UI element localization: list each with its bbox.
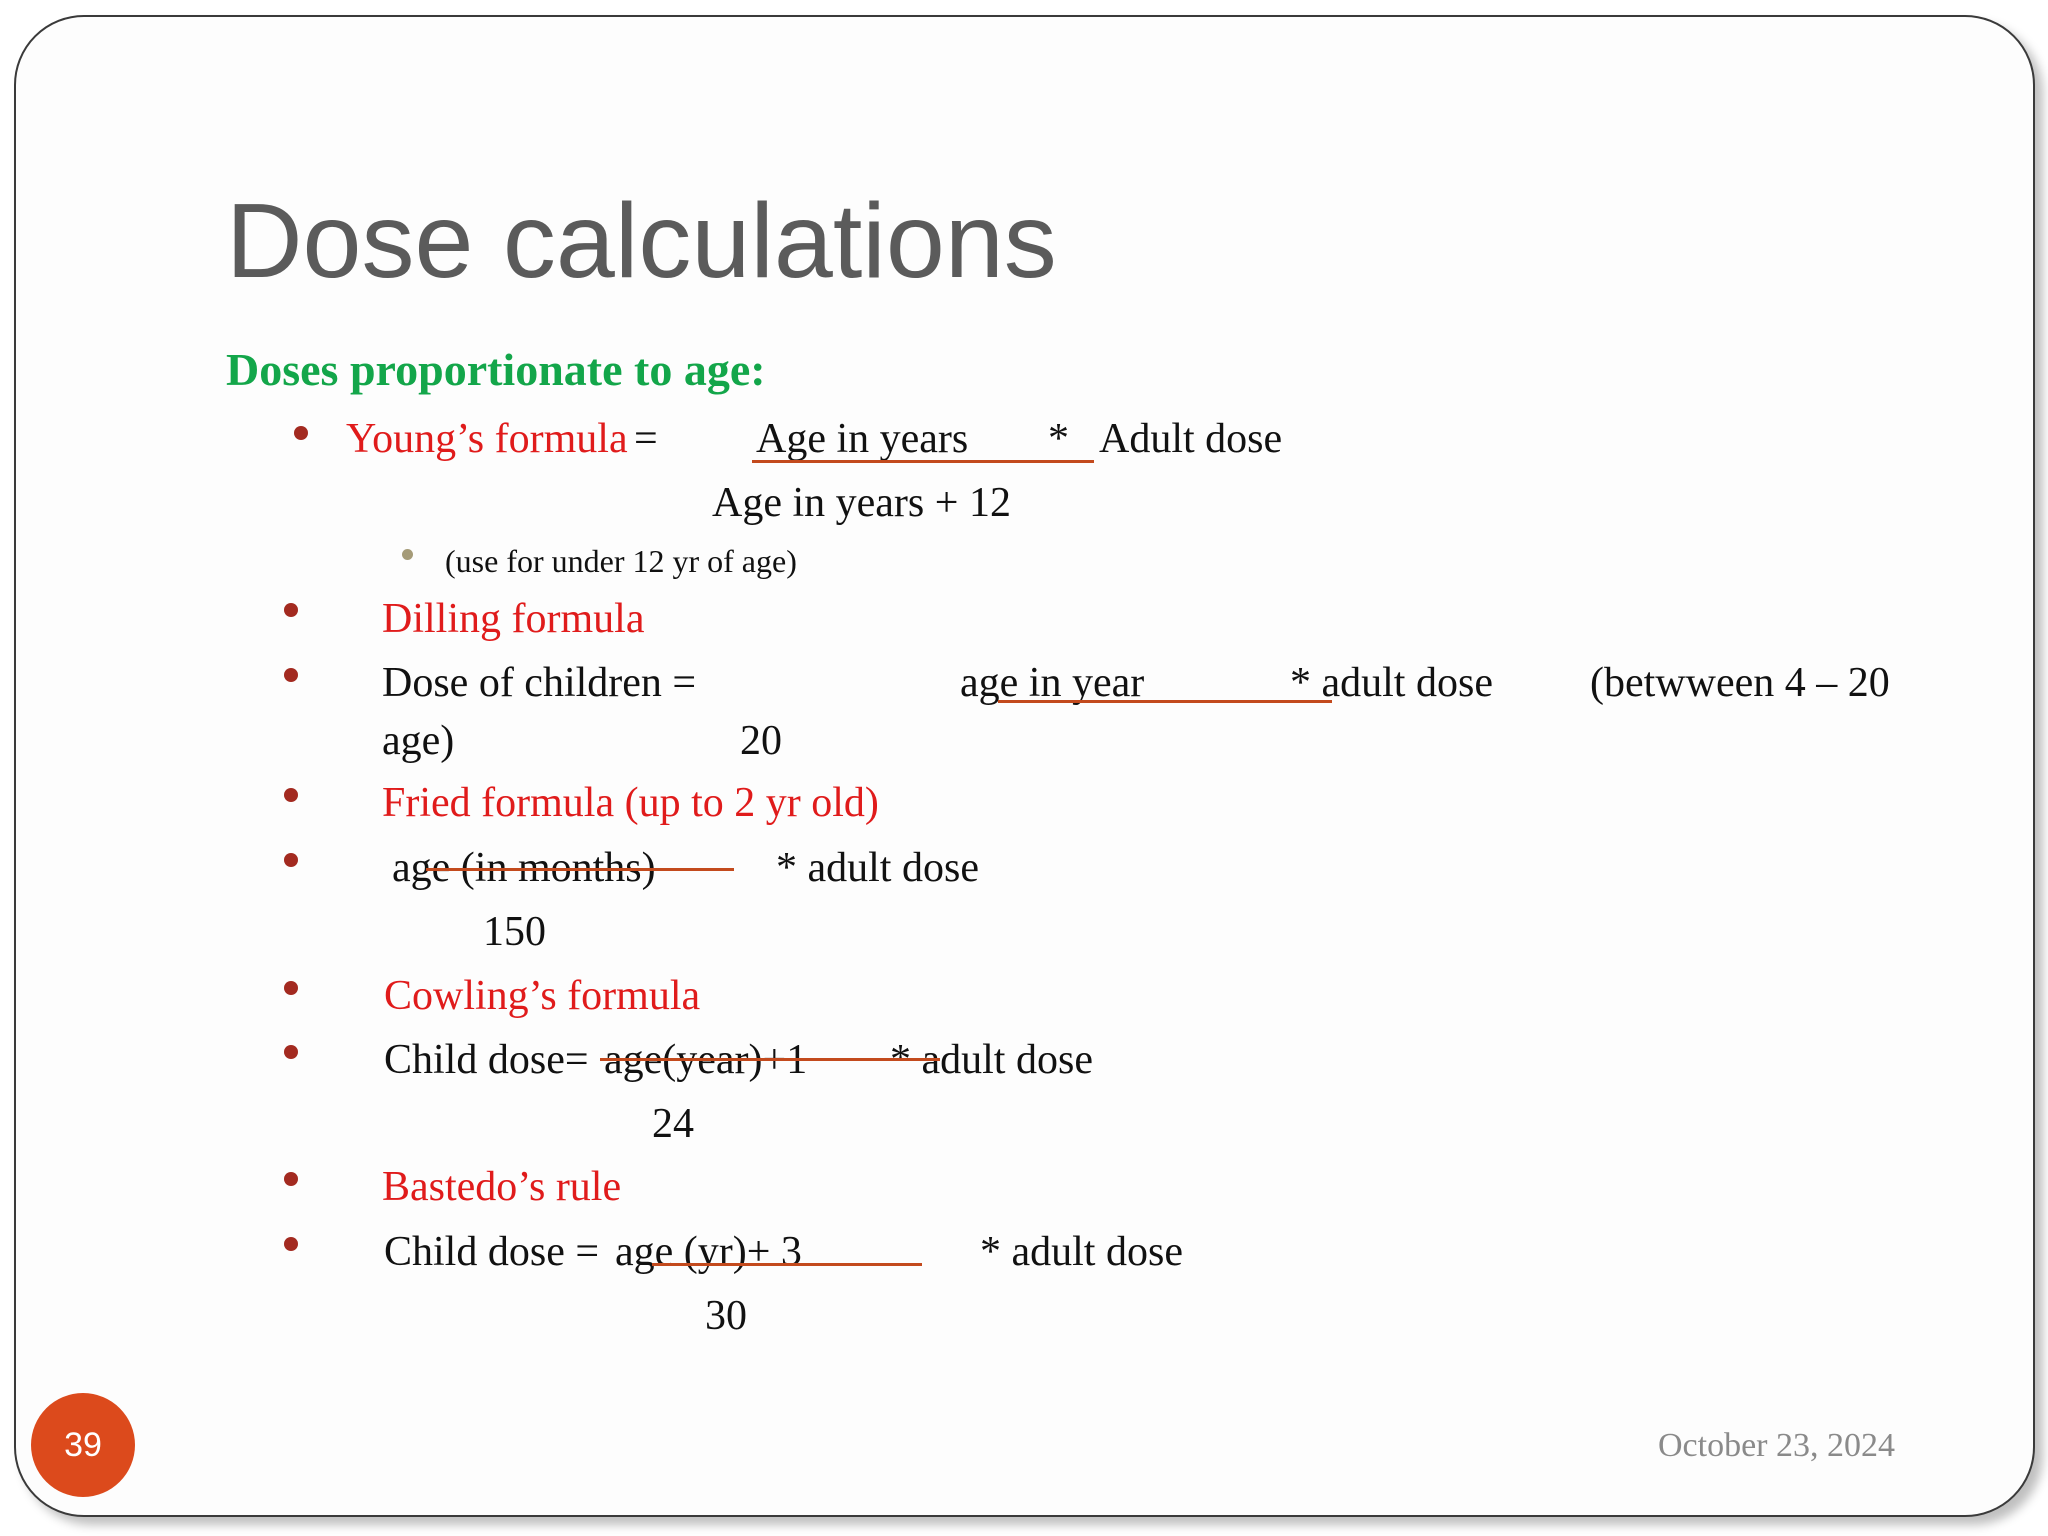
bastedo-left: Child dose = — [384, 1229, 600, 1275]
young-usage-note: (use for under 12 yr of age) — [445, 543, 797, 579]
young-numerator: Age in years — [756, 416, 969, 462]
cowling-fraction-line — [600, 1058, 940, 1061]
dilling-adult-dose: * adult dose — [1290, 660, 1493, 706]
fried-denominator: 150 — [483, 909, 546, 955]
bullet-dot — [284, 668, 298, 682]
young-equals: = — [634, 416, 658, 462]
fried-formula-label: Fried formula (up to 2 yr old) — [382, 780, 879, 826]
bastedo-adult-dose: * adult dose — [980, 1229, 1183, 1275]
bastedo-numerator: age (yr)+ 3 — [615, 1229, 802, 1275]
dilling-range-continued: age) — [382, 718, 455, 764]
fried-fraction-line — [426, 868, 734, 871]
bullet-dot — [284, 788, 298, 802]
cowling-denominator: 24 — [652, 1101, 694, 1147]
dilling-numerator: age in year — [960, 660, 1145, 706]
young-fraction-line — [752, 460, 1094, 463]
fried-adult-dose: * adult dose — [776, 845, 979, 891]
bullet-dot — [284, 1172, 298, 1186]
fried-numerator: age (in months) — [392, 845, 656, 891]
slide-date: October 23, 2024 — [1658, 1427, 1896, 1464]
dilling-range: (betwween 4 – 20 — [1590, 660, 1890, 706]
cowling-left: Child dose= — [384, 1037, 589, 1083]
sub-bullet-dot — [402, 549, 413, 560]
cowling-formula-label: Cowling’s formula — [384, 973, 701, 1019]
dilling-fraction-line — [998, 700, 1332, 703]
bullet-dot — [284, 853, 298, 867]
bastedo-rule-label: Bastedo’s rule — [382, 1164, 622, 1210]
young-times: * — [1048, 416, 1069, 462]
young-adult-dose: Adult dose — [1099, 416, 1283, 462]
young-denominator: Age in years + 12 — [712, 480, 1011, 526]
cowling-adult-dose: * adult dose — [890, 1037, 1093, 1083]
page-number-badge: 39 — [31, 1393, 135, 1497]
bastedo-denominator: 30 — [705, 1293, 747, 1339]
bullet-dot — [284, 981, 298, 995]
section-heading: Doses proportionate to age: — [226, 344, 766, 395]
bullet-dot — [294, 426, 308, 440]
dilling-left: Dose of children = — [382, 660, 697, 706]
bullet-dot — [284, 603, 298, 617]
dilling-denominator: 20 — [740, 718, 782, 764]
dilling-formula-label: Dilling formula — [382, 596, 645, 642]
bullet-dot — [284, 1045, 298, 1059]
bastedo-fraction-line — [652, 1263, 922, 1266]
bullet-dot — [284, 1237, 298, 1251]
page-title: Dose calculations — [226, 182, 1057, 300]
young-formula-label: Young’s formula — [346, 416, 628, 462]
cowling-numerator: age(year)+1 — [604, 1037, 808, 1083]
